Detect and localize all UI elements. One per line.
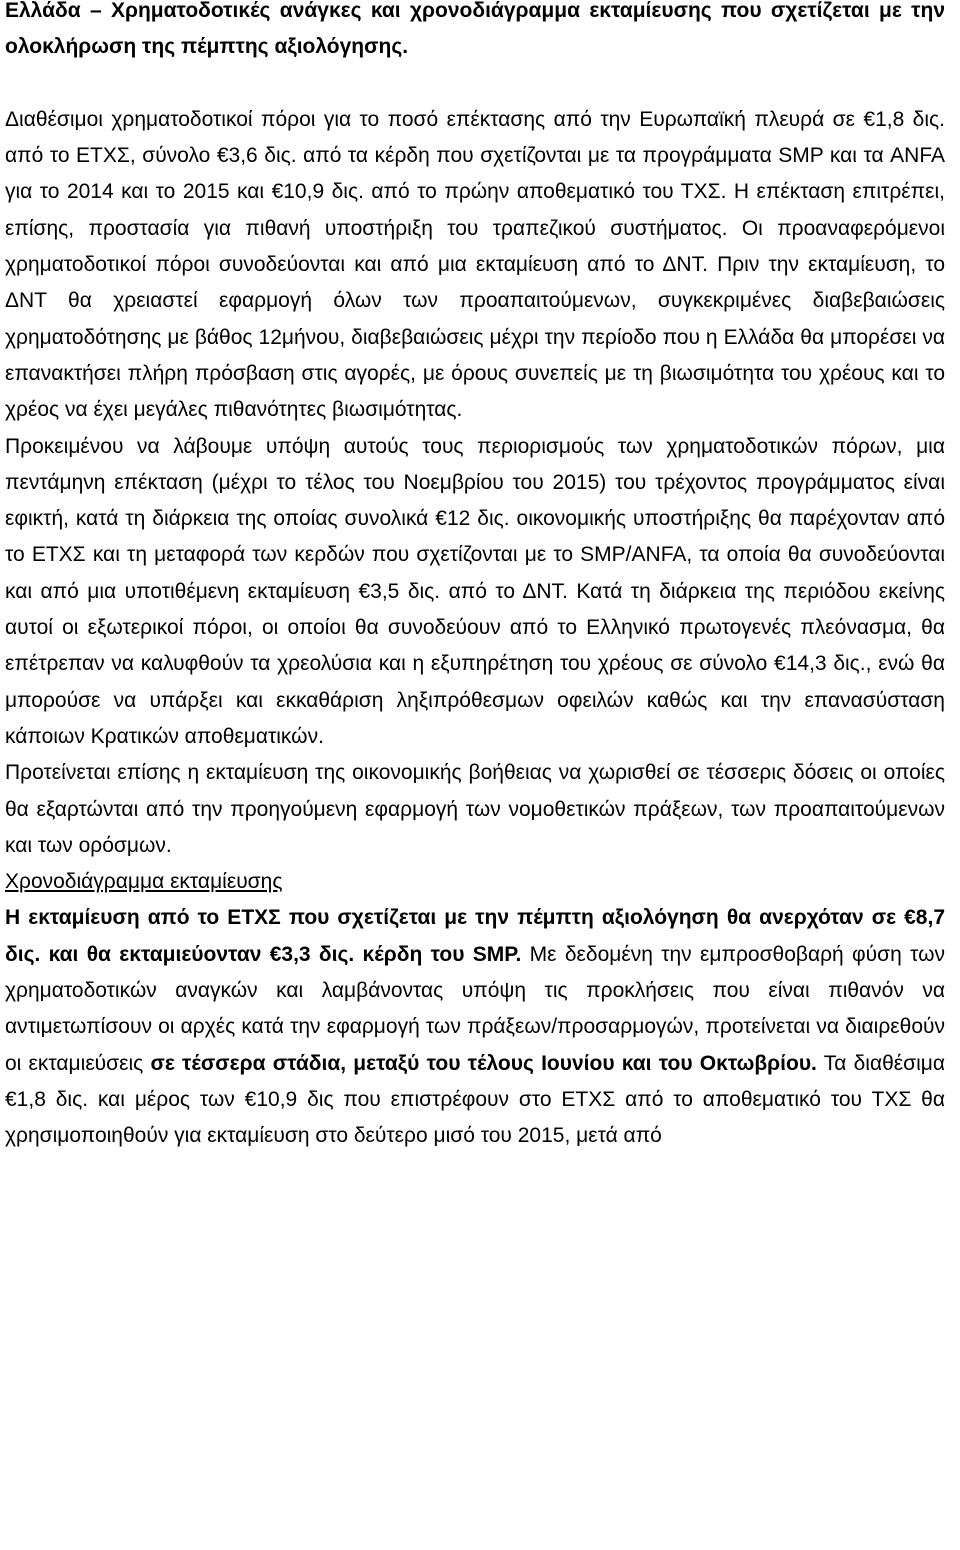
disbursement-amount-text: Η εκταμίευση από το ΕΤΧΣ που σχετίζεται με την πέμπτη αξιολόγηση θα ανερχόταν σε €8,7 δις. και θα εκταμιεύονταν €3,3 δις. κέρδη του SMP. <box>5 906 945 966</box>
disbursement-remaining-text: Τα διαθέσιμα €1,8 δις. και μέρος των €10,9 δις που επιστρέφουν στο ΕΤΧΣ από το αποθεματικό του ΤΧΣ θα χρησιμοποιηθούν για εκταμίευση στο δεύτερο μισό του 2015, μετά από <box>5 1051 946 1148</box>
document-heading: Ελλάδα – Χρηματοδοτικές ανάγκες και χρονοδιάγραμμα εκταμίευσης που σχετίζεται με την ολοκλήρωση της πέμπτης αξιολόγησης. <box>5 0 945 59</box>
paragraph-extension-constraints: Προκειμένου να λάβουμε υπόψη αυτούς τους περιορισμούς των χρηματοδοτικών πόρων, μια πεντάμηνη επέκταση (μέχρι το τέλος του Νοεμβρίου του 2015) του τρέχοντος προγράμματος είναι εφικτή, κατά τη διάρκεια της οποίας συνολικά €12 δις. οικονομικής υποστήριξης θα παρέχονταν από το ΕΤΧΣ και τη μεταφορά των κερδών που σχετίζονται με το SMP/ANFA, τα οποία θα συνοδεύονται και από μια υποτιθέμενη εκταμίευση €3,5 δις. από το ΔΝΤ. Κατά τη διάρκεια της περιόδου εκείνης αυτοί οι εξωτερικοί πόροι, οι οποίοι θα συνοδεύουν από το Ελληνικό πρωτογενές πλεόνασμα, θα επέτρεπαν να καλυφθούν τα χρεολύσια και η εξυπηρέτηση του χρέους σε σύνολο €14,3 δις., ενώ θα μπορούσε να υπάρξει και εκκαθάριση ληξιπρόθεσμων οφειλών καθώς και την επανασύσταση κάποιων Κρατικών αποθεματικών. <box>5 434 945 748</box>
schedule-subheading: Χρονοδιάγραμμα εκταμίευσης <box>5 870 283 894</box>
paragraph-disbursement-schedule <box>5 900 945 1154</box>
disbursement-stages-text: σε τέσσερα στάδια, μεταξύ του τέλους Ιουνίου και του Οκτωβρίου. <box>150 1051 817 1075</box>
disbursement-context-text: Με δεδομένη την εμπροσθοβαρή φύση των χρηματοδοτικών αναγκών και λαμβάνοντας υπόψη τις προκλήσεις που είναι πιθανόν να αντιμετωπίσουν οι αρχές κατά την εφαρμογή των πράξεων/προσαρμογών, προτείνεται να διαιρεθούν οι εκταμιεύσεις <box>5 942 945 1075</box>
paragraph-spacer <box>5 66 945 102</box>
paragraph-funding-resources: Διαθέσιμοι χρηματοδοτικοί πόροι για το ποσό επέκτασης από την Ευρωπαϊκή πλευρά σε €1,8 δις. από το ΕΤΧΣ, σύνολο €3,6 δις. από τα κέρδη που σχετίζονται με τα προγράμματα SMP και τα ANFA για το 2014 και το 2015 και €10,9 δις. από το πρώην αποθεματικό του ΤΧΣ. Η επέκταση επιτρέπει, επίσης, προστασία για πιθανή υποστήριξη του τραπεζικού συστήματος. Οι προαναφερόμενοι χρηματοδοτικοί πόροι συνοδεύονται και από μια εκταμίευση από το ΔΝΤ. Πριν την εκταμίευση, το ΔΝΤ θα χρειαστεί εφαρμογή όλων των προαπαιτούμενων, συγκεκριμένες διαβεβαιώσεις χρηματοδότησης με βάθος 12μήνου, διαβεβαιώσεις μέχρι την περίοδο που η Ελλάδα θα μπορέσει να επανακτήσει πλήρη πρόσβαση στις αγορές, με όρους συνεπείς με τη βιωσιμότητα του χρέους και το χρέος να έχει μεγάλες πιθανότητες βιωσιμότητας. <box>5 107 945 422</box>
paragraph-tranches-proposal: Προτείνεται επίσης η εκταμίευση της οικονομικής βοήθειας να χωρισθεί σε τέσσερις δόσεις οι οποίες θα εξαρτώνται από την προηγούμενη εφαρμογή των νομοθετικών πράξεων, των προαπαιτούμενων και των ορόσμων. <box>5 761 945 857</box>
